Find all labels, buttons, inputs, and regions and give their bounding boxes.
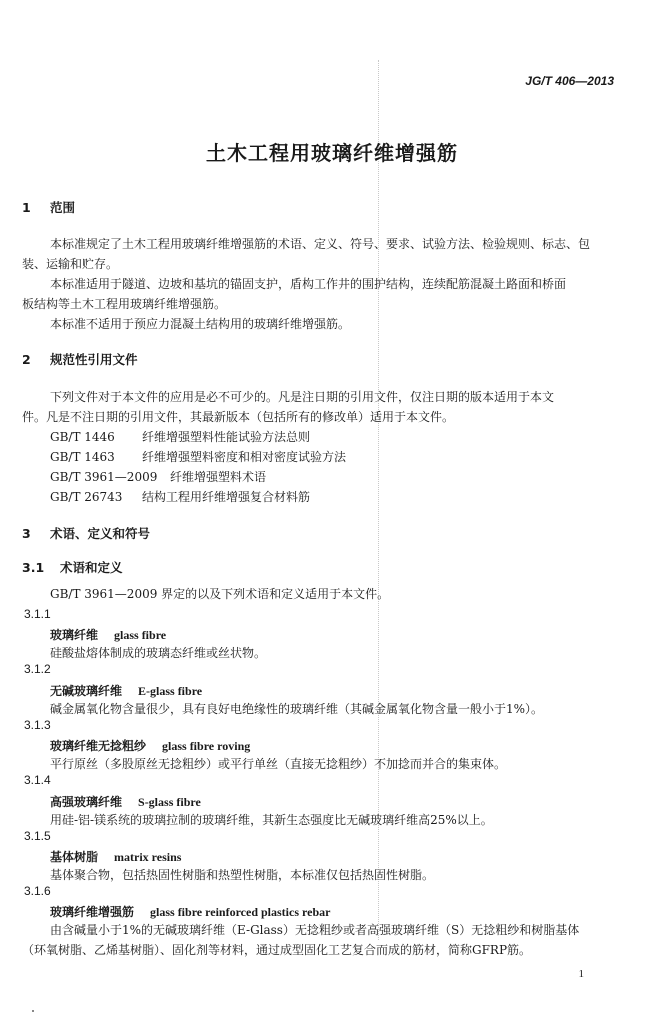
term-heading bbox=[50, 793, 201, 810]
subsection-number: 3.1 bbox=[22, 560, 45, 575]
reference-code: GB/T 3961—2009 bbox=[50, 470, 158, 484]
term-number: 3.1.1 bbox=[24, 607, 51, 621]
term-zh: 玻璃纤维增强筋 bbox=[50, 905, 135, 919]
term-definition: 碱金属氧化物含量很少，具有良好电绝缘性的玻璃纤维（其碱金属氧化物含量一般小于1%）。 bbox=[50, 702, 544, 716]
section-number: 1 bbox=[22, 200, 31, 215]
term-number: 3.1.4 bbox=[24, 773, 51, 787]
term-zh: 无碱玻璃纤维 bbox=[50, 684, 123, 698]
paragraph-line: GB/T 3961—2009 界定的以及下列术语和定义适用于本文件。 bbox=[50, 587, 390, 601]
term-number: 3.1.3 bbox=[24, 718, 51, 732]
term-definition: 基体聚合物，包括热固性树脂和热塑性树脂，本标准仅包括热固性树脂。 bbox=[50, 868, 435, 882]
reference-title: 结构工程用纤维增强复合材料筋 bbox=[142, 490, 311, 504]
term-en: matrix resins bbox=[114, 850, 182, 864]
reference-code: GB/T 26743 bbox=[50, 490, 123, 504]
page-crease bbox=[378, 60, 379, 940]
reference-title: 纤维增强塑料密度和相对密度试验方法 bbox=[142, 450, 347, 464]
page-number: 1 bbox=[578, 968, 584, 980]
paragraph-line: 板结构等土木工程用玻璃纤维增强筋。 bbox=[22, 297, 227, 311]
standard-number: JG/T 406—2013 bbox=[525, 74, 614, 88]
term-zh: 玻璃纤维 bbox=[50, 628, 99, 642]
term-heading bbox=[50, 682, 202, 699]
term-zh: 高强玻璃纤维 bbox=[50, 795, 123, 809]
reference-code: GB/T 1463 bbox=[50, 450, 115, 464]
term-en: glass fibre roving bbox=[162, 739, 251, 753]
section-title: 术语、定义和符号 bbox=[50, 526, 151, 541]
term-number: 3.1.2 bbox=[24, 662, 51, 676]
term-zh: 基体树脂 bbox=[50, 850, 99, 864]
reference-item bbox=[50, 447, 346, 467]
reference-title: 纤维增强塑料性能试验方法总则 bbox=[142, 430, 311, 444]
reference-code: GB/T 1446 bbox=[50, 430, 115, 444]
scan-speck bbox=[32, 1010, 34, 1012]
reference-item bbox=[50, 467, 266, 487]
document-title: 土木工程用玻璃纤维增强筋 bbox=[206, 141, 458, 165]
term-heading bbox=[50, 848, 181, 865]
paragraph-line: 件。凡是不注日期的引用文件，其最新版本（包括所有的修改单）适用于本文件。 bbox=[22, 410, 455, 424]
paragraph-line: 本标准不适用于预应力混凝土结构用的玻璃纤维增强筋。 bbox=[50, 317, 351, 331]
term-definition: 平行原丝（多股原丝无捻粗纱）或平行单丝（直接无捻粗纱）不加捻而并合的集束体。 bbox=[50, 757, 507, 771]
paragraph-line: 本标准适用于隧道、边坡和基坑的锚固支护，盾构工作井的围护结构，连续配筋混凝土路面和桥面 bbox=[50, 277, 567, 291]
term-definition: 由含碱量小于1%的无碱玻璃纤维（E-Glass）无捻粗纱或者高强玻璃纤维（S）无捻粗纱和树脂基体 bbox=[50, 923, 580, 937]
section-heading-normative-references bbox=[22, 350, 138, 368]
term-heading bbox=[50, 903, 330, 920]
section-heading-terms bbox=[22, 524, 150, 542]
reference-item bbox=[50, 487, 310, 507]
term-en: E-glass fibre bbox=[138, 684, 203, 698]
paragraph-line: 装、运输和贮存。 bbox=[22, 257, 119, 271]
section-heading-scope bbox=[22, 198, 75, 216]
section-title: 范围 bbox=[50, 200, 76, 215]
term-en: S-glass fibre bbox=[138, 795, 201, 809]
term-number: 3.1.6 bbox=[24, 884, 51, 898]
term-en: glass fibre bbox=[114, 628, 167, 642]
section-number: 3 bbox=[22, 526, 31, 541]
term-heading bbox=[50, 626, 166, 643]
reference-item bbox=[50, 427, 310, 447]
section-number: 2 bbox=[22, 352, 31, 367]
paragraph-line: 下列文件对于本文件的应用是必不可少的。凡是注日期的引用文件，仅注日期的版本适用于本文 bbox=[50, 390, 555, 404]
reference-title: 纤维增强塑料术语 bbox=[170, 470, 267, 484]
paragraph-line: 本标准规定了土木工程用玻璃纤维增强筋的术语、定义、符号、要求、试验方法、检验规则、标志、包 bbox=[50, 237, 591, 251]
term-en: glass fibre reinforced plastics rebar bbox=[150, 905, 331, 919]
term-definition: （环氧树脂、乙烯基树脂）、固化剂等材料，通过成型固化工艺复合而成的筋材，简称GFRP筋。 bbox=[22, 943, 532, 957]
section-title: 规范性引用文件 bbox=[50, 352, 138, 367]
term-number: 3.1.5 bbox=[24, 829, 51, 843]
term-zh: 玻璃纤维无捻粗纱 bbox=[50, 739, 147, 753]
term-definition: 用硅-铝-镁系统的玻璃拉制的玻璃纤维，其新生态强度比无碱玻璃纤维高25%以上。 bbox=[50, 813, 493, 827]
subsection-heading-terms-definitions bbox=[22, 558, 123, 576]
subsection-title: 术语和定义 bbox=[60, 560, 123, 575]
term-heading bbox=[50, 737, 250, 754]
term-definition: 硅酸盐熔体制成的玻璃态纤维或丝状物。 bbox=[50, 646, 267, 660]
